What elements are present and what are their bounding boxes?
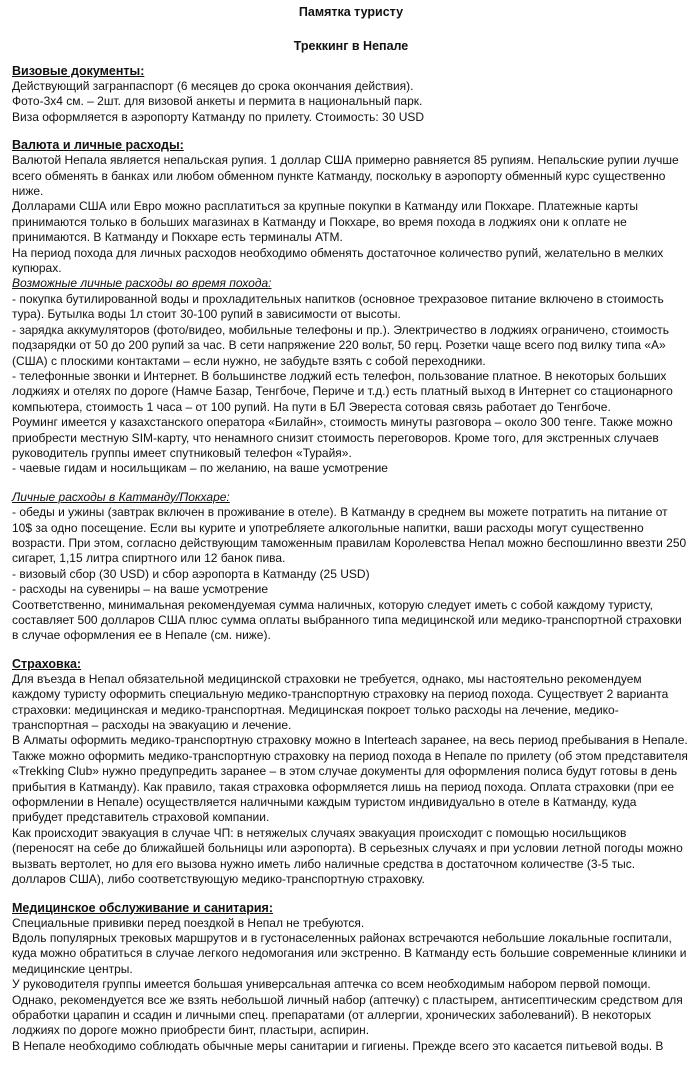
insurance-heading: Страховка: [12, 656, 82, 671]
medical-paragraph: Однако, рекомендуется все же взять небольшой личный набор (аптечку) с пластырем, антисептическим средством для обработки царапин и ссадин и личными спец. препаратами (от аллергии, хронических заболеваний). В некоторых лоджиях по дороге можно приобрести бинт, пластыри, аспирин. [12, 992, 683, 1038]
medical-paragraph: У руководителя группы имеется большая универсальная аптечка со всем необходимым набором первой помощи. [12, 977, 651, 992]
section-medical [12, 901, 690, 1055]
visa-heading: Визовые документы: [12, 64, 145, 78]
medical-paragraph: Специальные прививки перед поездкой в Непал не требуются. [12, 915, 365, 930]
currency-heading: Валюта и личные расходы: [12, 138, 184, 153]
visa-line: Действующий загранпаспорт (6 месяцев до срока окончания действия). [12, 79, 414, 93]
trek-expense-item: - чаевые гидам и носильщикам – по желанию, на ваше усмотрение [12, 461, 388, 476]
trek-expense-item: - телефонные звонки и Интернет. В большинстве лоджий есть телефон, пользование платное. В некоторых больших лоджиях и отелях по дороге (Намче Базар, Тенгбоче, Периче и т.д.) есть платный выход в Интернет со стационарного компьютера, стоимость 1 часа – от 100 рупий. На пути в БЛ Эвереста сотовая связь работает до Тенгбоче. [12, 368, 673, 414]
medical-paragraph: В Непале необходимо соблюдать обычные меры санитарии и гигиены. Прежде всего это касается питьевой воды. В [12, 1038, 664, 1053]
city-expense-item: - обеды и ужины (завтрак включен в проживание в отеле). В Катманду в среднем вы можете потратить на питание от 10$ за одно посещение. Если вы курите и употребляете алкогольные напитки, ваши расходы могут существенно возрасти. При этом, согласно действующим таможенным правилам Королевства Непал можно беспошлинно ввезти 250 сигарет, 1,15 литра спиртного или 12 банок пива. [12, 505, 687, 566]
document-title: Памятка туристу [298, 5, 404, 19]
city-expenses-heading: Личные расходы в Катманду/Покхаре: [12, 489, 230, 504]
city-expense-item: - визовый сбор (30 USD) и сбор аэропорта в Катманду (25 USD) [12, 566, 370, 581]
trek-expense-item: - покупка бутилированной воды и прохладительных напитков (основное трехразовое питание включено в стоимость тура). Бутылка воды 1л стоит 30-100 рупий в зависимости от высоты. [12, 291, 664, 322]
currency-paragraph: На период похода для личных расходов необходимо обменять достаточное количество рупий, желательно в мелких купюрах. [12, 245, 664, 276]
medical-heading: Медицинское обслуживание и санитария: [12, 900, 274, 915]
trek-expense-item: Роуминг имеется у казахстанского оператора «Билайн», стоимость минуты разговора – около 300 тенге. Также можно приобрести местную SIM-карту, что ненамного снизит стоимость переговоров. Кроме того, для экстренных случаев руководитель группы имеет спутниковый телефон «Турайя». [12, 415, 673, 460]
section-insurance [12, 657, 690, 888]
city-expense-item: - расходы на сувениры – на ваше усмотрение [12, 582, 268, 597]
section-currency [12, 138, 690, 644]
city-expense-item: Соответственно, минимальная рекомендуемая сумма наличных, которую следует иметь с собой каждому туристу, составляет 500 долларов США плюс сумма оплаты выбранного типа медицинской или медико-транспортной страховки в случае оформления ее в Непале (см. ниже). [12, 597, 682, 643]
trek-expenses-heading: Возможные личные расходы во время похода: [12, 276, 272, 291]
medical-paragraph: Вдоль популярных трековых маршрутов и в густонаселенных районах встречаются небольшие локальные госпитали, куда можно обратиться в случае легкого недомогания или экстренно. В Катманду есть большие современные клиники и медицинские центры. [12, 930, 687, 976]
visa-line: Виза оформляется в аэропорту Катманду по прилету. Стоимость: 30 USD [12, 109, 425, 124]
section-visa [12, 64, 690, 125]
visa-line: Фото-3х4 см. – 2шт. для визовой анкеты и пермита в национальный парк. [12, 94, 423, 109]
insurance-paragraph: В Алматы оформить медико-транспортную страховку можно в Interteach заранее, на весь период пребывания в Непале. Также можно оформить медико-транспортную страховку на период похода в Непале по прилету (об этом представителя «Trekking Club» нужно предупредить заранее – в этом случае документы для оформления полиса будут готовы в день прибытия в Катманду). Как правило, такая страховка оформляется лишь на период похода. Оплата страховки (при ее оформлении в Непале) осуществляется наличными каждым туристом индивидуально в отеле в Катманду, куда прибудет представитель страховой компании. [12, 733, 688, 825]
trek-expense-item: - зарядка аккумуляторов (фото/видео, мобильные телефоны и пр.). Электричество в лоджиях ограничено, стоимость подзарядки от 50 до 200 рупий за час. В сети напряжение 220 вольт, 50 герц. Розетки чаще всего под вилку типа «А» (США) с плоскими контактами – если нужно, не забудьте взять с собой переходники. [12, 322, 670, 368]
document-subtitle: Треккинг в Непале [293, 39, 409, 53]
currency-paragraph: Валютой Непала является непальская рупия. 1 доллар США примерно равняется 85 рупиям. Непальские рупии лучше всего обменять в банках или любом обменном пункте Катманду, поскольку в аэропорту обменный курс существенно ниже. [12, 153, 679, 199]
insurance-paragraph: Как происходит эвакуация в случае ЧП: в нетяжелых случаях эвакуация происходит с помощью носильщиков (переносят на себе до ближайшей больницы или аэропорта). В серьезных случаях и при условии летной погоды можно вызвать вертолет, но для его вызова нужно иметь либо наличные средства в достаточном количестве (3-5 тыс. долларов США), либо соответствующую медико-транспортную страховку. [12, 825, 683, 887]
insurance-paragraph: Для въезда в Непал обязательной медицинской страховки не требуется, однако, мы настоятельно рекомендуем каждому туристу оформить специальную медико-транспортную страховку на период похода. Существует 2 варианта страховки: медицинская и медико-транспортная. Медицинская покроет только расходы на лечение, медико-транспортная – расходы на эвакуацию и лечение. [12, 671, 669, 733]
document-body [12, 64, 690, 1067]
currency-paragraph: Долларами США или Евро можно расплатиться за крупные покупки в Катманду или Покхаре. Платежные карты принимаются только в больших магазинах в Катманду и Покхаре, во время похода в лоджиях они к оплате не принимаются. В Катманду и Покхаре есть терминалы ATM. [12, 199, 638, 245]
